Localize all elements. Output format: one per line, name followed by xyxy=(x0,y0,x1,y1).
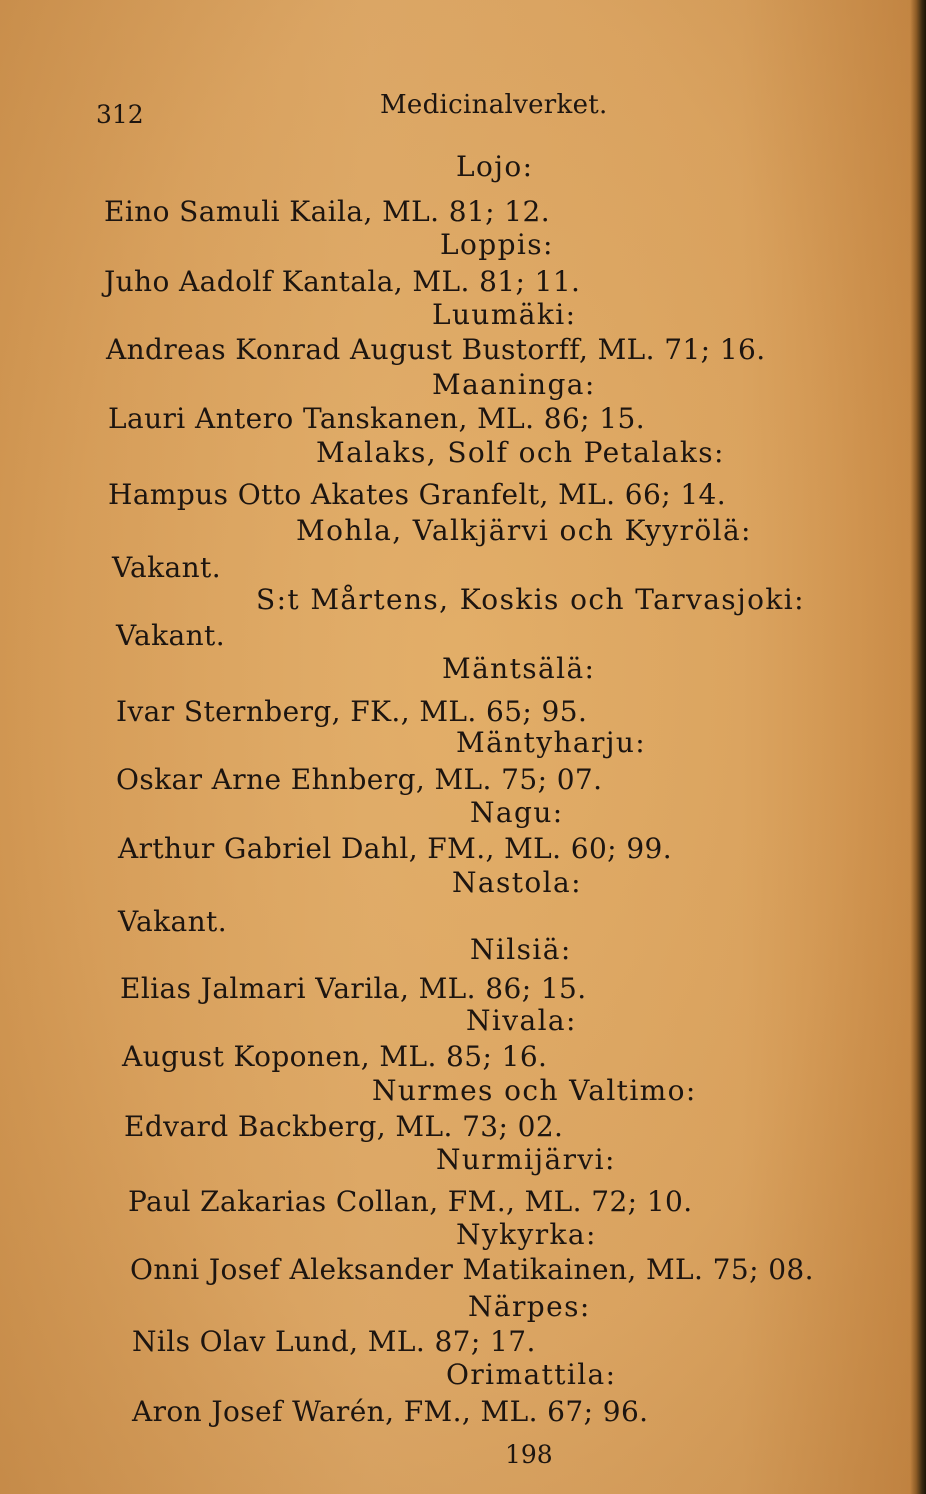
place-heading: Luumäki: xyxy=(432,298,577,331)
place-heading: Närpes: xyxy=(468,1290,591,1323)
place-heading: Orimattila: xyxy=(446,1358,617,1391)
place-heading: Nastola: xyxy=(452,866,582,899)
person-entry: Paul Zakarias Collan, FM., ML. 72; 10. xyxy=(128,1185,693,1218)
place-heading: Malaks, Solf och Petalaks: xyxy=(316,436,725,469)
person-entry: Oskar Arne Ehnberg, ML. 75; 07. xyxy=(116,763,603,796)
running-title: Medicinalverket. xyxy=(380,90,608,120)
place-heading: Nilsiä: xyxy=(470,933,572,966)
person-entry: Arthur Gabriel Dahl, FM., ML. 60; 99. xyxy=(118,832,673,865)
person-entry: August Koponen, ML. 85; 16. xyxy=(122,1040,548,1073)
page-header xyxy=(0,90,926,130)
person-entry: Nils Olav Lund, ML. 87; 17. xyxy=(132,1325,536,1358)
person-entry: Aron Josef Warén, FM., ML. 67; 96. xyxy=(132,1395,649,1428)
place-heading: S:t Mårtens, Koskis och Tarvasjoki: xyxy=(256,583,805,616)
place-heading: Lojo: xyxy=(456,150,534,183)
person-entry: Eino Samuli Kaila, ML. 81; 12. xyxy=(104,195,551,228)
page-number: 312 xyxy=(96,100,144,129)
person-entry: Edvard Backberg, ML. 73; 02. xyxy=(124,1110,564,1143)
place-heading: Nurmes och Valtimo: xyxy=(372,1074,697,1107)
place-heading: Nagu: xyxy=(470,796,564,829)
person-entry: Andreas Konrad August Bustorff, ML. 71; 16. xyxy=(106,333,766,366)
place-heading: Mäntyharju: xyxy=(456,726,647,759)
place-heading: Mohla, Valkjärvi och Kyyrölä: xyxy=(296,514,752,547)
page-spine-shadow xyxy=(910,0,926,1494)
person-entry: Lauri Antero Tanskanen, ML. 86; 15. xyxy=(108,402,646,435)
place-heading: Loppis: xyxy=(440,228,554,261)
place-heading: Nurmijärvi: xyxy=(436,1143,616,1176)
signature-mark: 198 xyxy=(505,1440,553,1469)
place-heading: Maaninga: xyxy=(432,368,596,401)
person-entry: Vakant. xyxy=(118,905,227,938)
person-entry: Ivar Sternberg, FK., ML. 65; 95. xyxy=(116,695,588,728)
place-heading: Mäntsälä: xyxy=(442,652,596,685)
person-entry: Onni Josef Aleksander Matikainen, ML. 75; 08. xyxy=(130,1253,814,1286)
place-heading: Nykyrka: xyxy=(456,1218,597,1251)
person-entry: Elias Jalmari Varila, ML. 86; 15. xyxy=(120,972,587,1005)
person-entry: Vakant. xyxy=(112,551,221,584)
person-entry: Vakant. xyxy=(116,619,225,652)
place-heading: Nivala: xyxy=(466,1004,577,1037)
person-entry: Juho Aadolf Kantala, ML. 81; 11. xyxy=(104,265,581,298)
person-entry: Hampus Otto Akates Granfelt, ML. 66; 14. xyxy=(108,478,727,511)
